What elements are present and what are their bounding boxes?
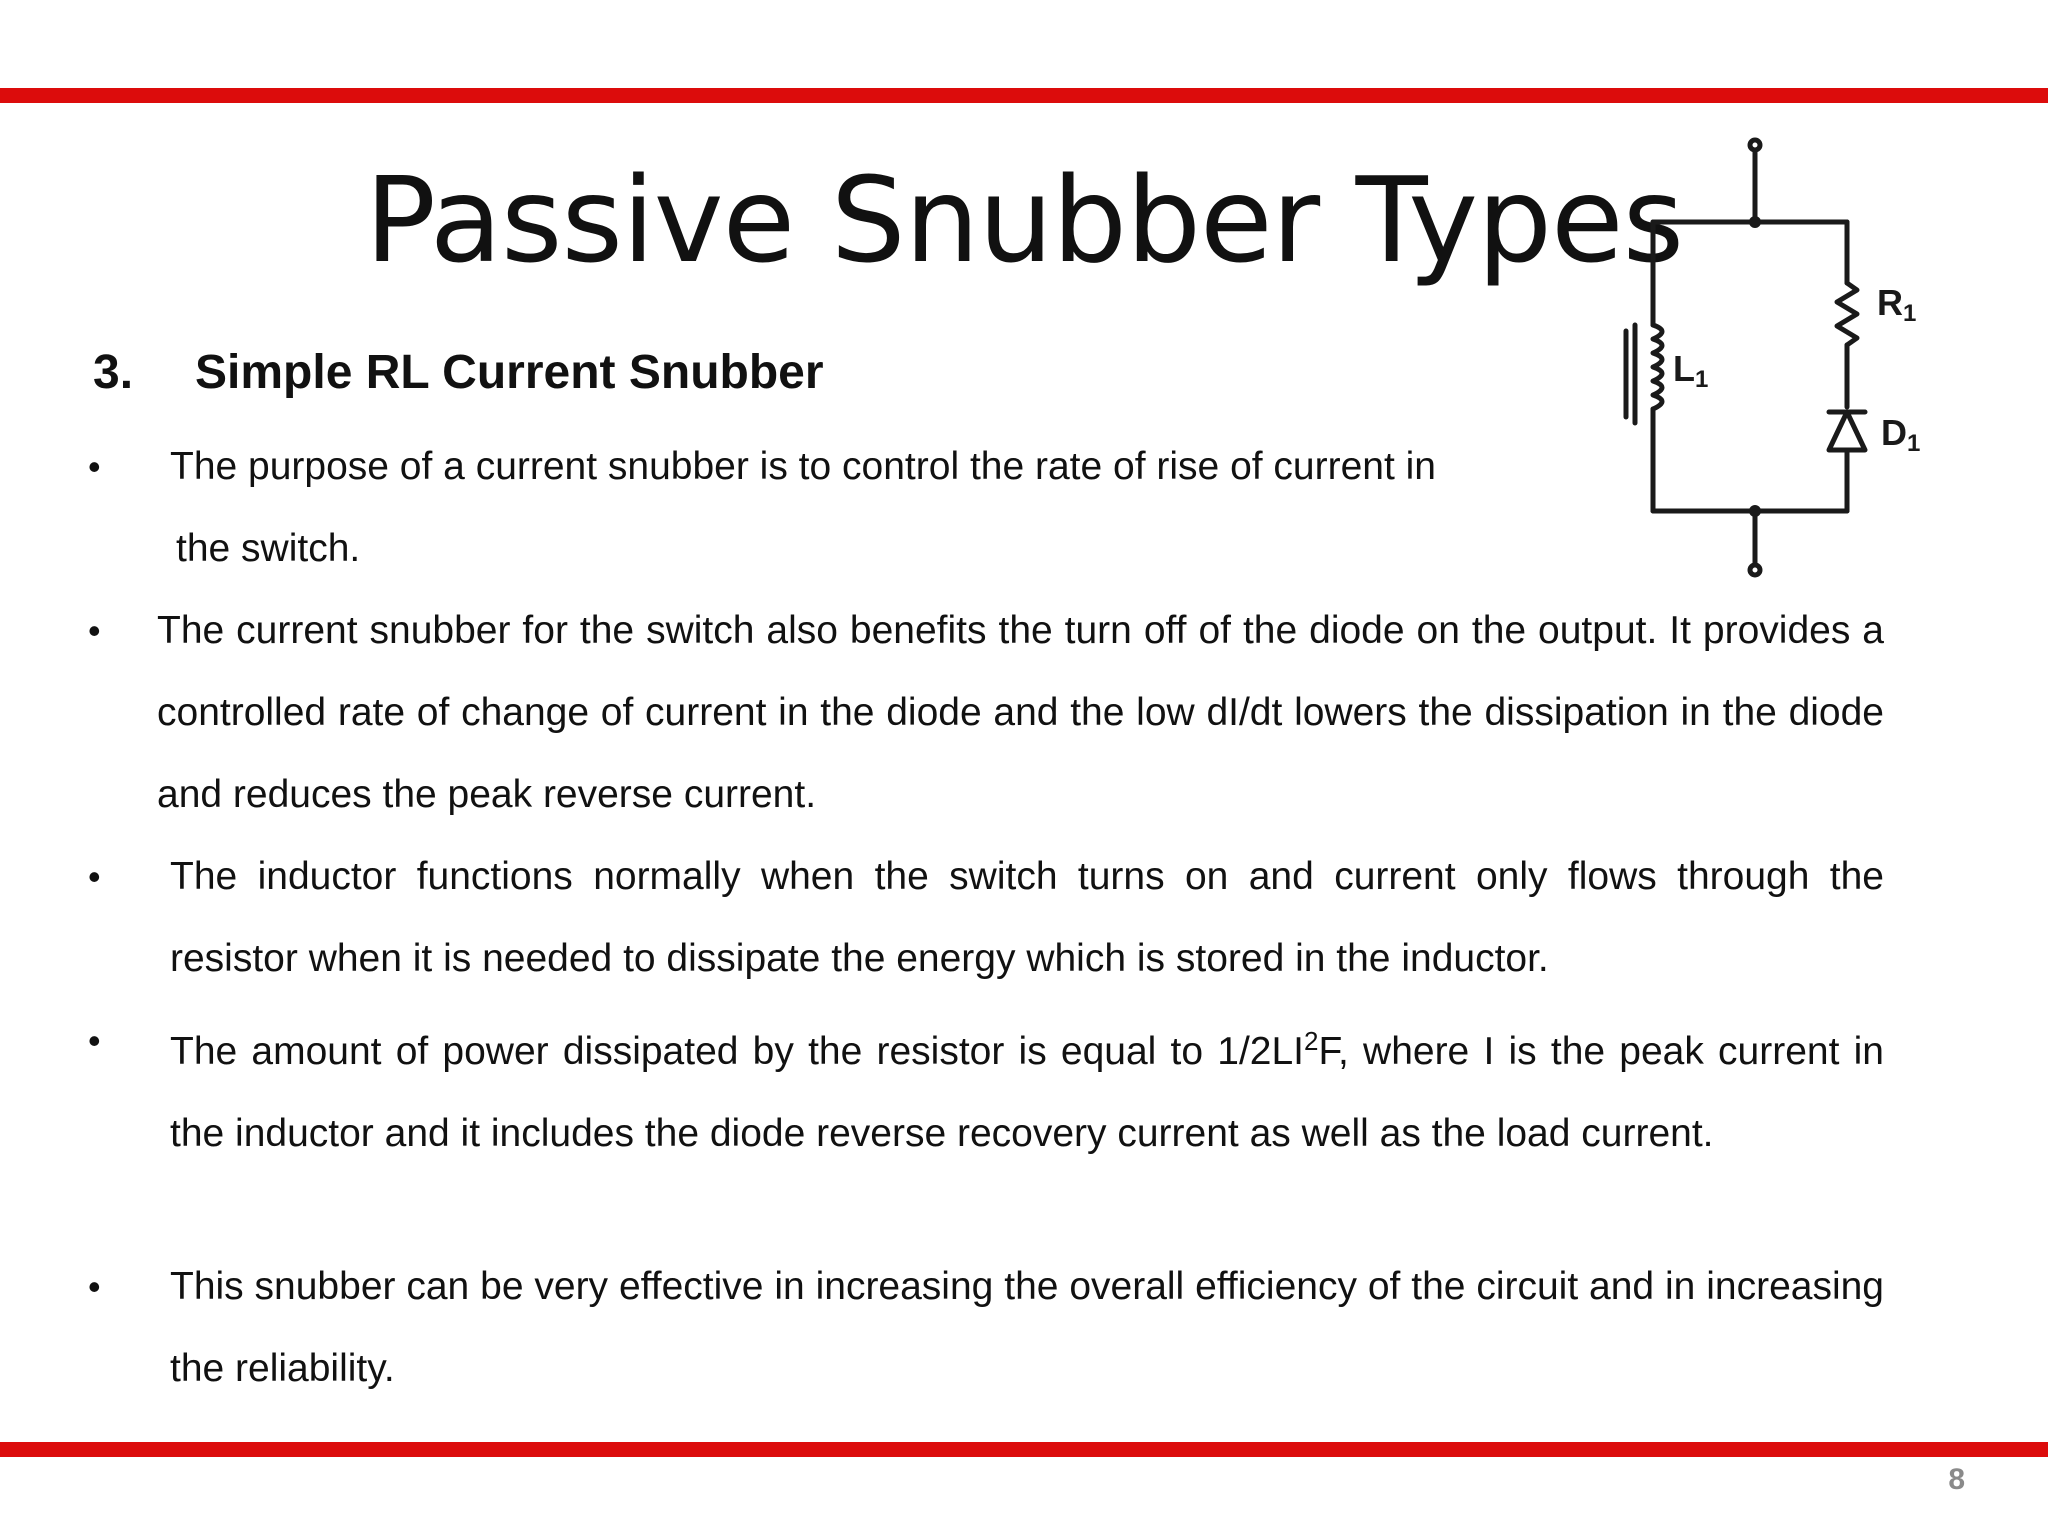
bullet-text-part: The amount of power dissipated by the resistor is equal to 1/2LI [170, 1030, 1305, 1073]
rl-snubber-circuit-diagram [1585, 135, 1950, 585]
bullet-text: The current snubber for the switch also benefits the turn off of the diode on the output. It provides a controlled rate of change of current in the diode and the low dI/dt lowers the dissipation in the diode and reduces the peak reverse current. [157, 609, 1884, 816]
resistor-label: R1 [1877, 282, 1917, 327]
bullet-text-line: The purpose of a current snubber is to control the rate of rise of current in [170, 445, 1436, 488]
bullet-text [170, 1000, 1884, 1175]
bullet-text: This snubber can be very effective in increasing the overall efficiency of the circuit and in increasing the reliability. [170, 1265, 1884, 1390]
bullet-dot: • [88, 1266, 101, 1307]
bullet-dot: • [88, 856, 101, 897]
section-number: 3. [93, 346, 134, 399]
bullet-dot: • [88, 610, 101, 651]
inductor-label: L1 [1673, 348, 1709, 393]
section-heading [93, 343, 824, 403]
bullet-dot: • [88, 446, 101, 487]
bullet-text [170, 426, 1540, 590]
bottom-terminal [1750, 565, 1760, 575]
section-heading-text: Simple RL Current Snubber [195, 346, 824, 399]
bullet-dot: • [88, 1020, 101, 1061]
top-accent-rule [0, 88, 2048, 103]
diode-label: D1 [1881, 412, 1921, 457]
bullet-text: The inductor functions normally when the switch turns on and current only flows through the resistor when it is needed to dissipate the energy which is stored in the inductor. [170, 855, 1884, 980]
bottom-accent-rule [0, 1442, 2048, 1457]
superscript: 2 [1304, 1026, 1319, 1056]
inductor-coil [1653, 325, 1662, 409]
bullet-text-line: the switch. [176, 527, 361, 570]
slide-title: Passive Snubber Types [364, 151, 1684, 289]
resistor-zigzag [1837, 283, 1857, 345]
diode-triangle [1829, 412, 1865, 450]
page-number: 8 [1948, 1463, 1965, 1496]
bullet-text-part: F, where I is the peak current in the inductor and it includes the diode reverse recovery current as well as the load current. [170, 1030, 1884, 1155]
